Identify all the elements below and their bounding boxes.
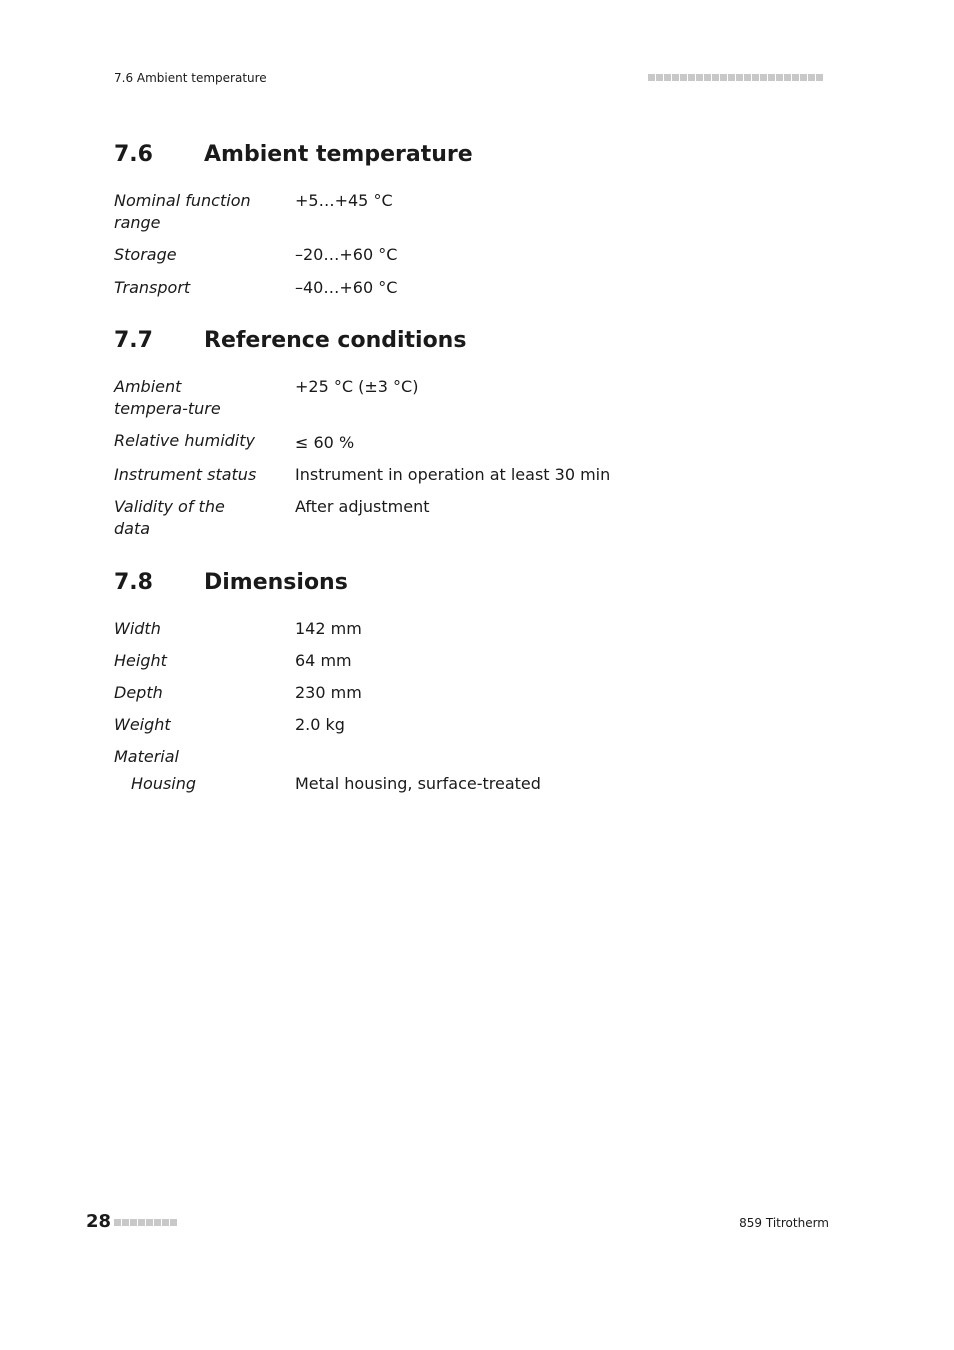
spec-label: Material <box>114 747 179 766</box>
section-title: Reference conditions <box>204 328 467 353</box>
spec-label: Width <box>114 619 161 638</box>
square-icon <box>712 74 719 81</box>
spec-value: +5…+45 °C <box>295 191 393 210</box>
spec-label: Instrument status <box>114 465 257 484</box>
spec-label: Depth <box>114 683 163 702</box>
spec-label: Validity of the data <box>114 497 225 538</box>
section-heading-reference-conditions <box>114 328 466 353</box>
square-icon <box>744 74 751 81</box>
spec-value: 142 mm <box>295 619 362 638</box>
page-number: 28 <box>86 1211 112 1232</box>
square-icon <box>154 1219 161 1226</box>
spec-value: 230 mm <box>295 683 362 702</box>
square-icon <box>648 74 655 81</box>
section-heading-dimensions <box>114 570 348 595</box>
square-icon <box>768 74 775 81</box>
spec-value: –20…+60 °C <box>295 245 398 264</box>
running-head: 7.6 Ambient temperature <box>114 71 267 85</box>
square-icon <box>122 1219 129 1226</box>
square-icon <box>114 1219 121 1226</box>
square-icon <box>664 74 671 81</box>
footer-decorative-squares <box>114 1219 177 1226</box>
square-icon <box>696 74 703 81</box>
square-icon <box>138 1219 145 1226</box>
header-decorative-squares <box>648 74 823 81</box>
section-number: 7.8 <box>114 570 153 595</box>
square-icon <box>816 74 823 81</box>
spec-label: Relative humidity <box>114 431 255 450</box>
section-title: Ambient temperature <box>204 142 473 167</box>
square-icon <box>680 74 687 81</box>
square-icon <box>162 1219 169 1226</box>
square-icon <box>752 74 759 81</box>
square-icon <box>688 74 695 81</box>
square-icon <box>760 74 767 81</box>
square-icon <box>776 74 783 81</box>
spec-label: Transport <box>114 278 191 297</box>
square-icon <box>704 74 711 81</box>
section-number: 7.6 <box>114 142 153 167</box>
spec-value: Metal housing, surface-treated <box>295 774 541 793</box>
spec-value: After adjustment <box>295 497 430 516</box>
spec-value: +25 °C (±3 °C) <box>295 377 419 396</box>
spec-label: Nominal function range <box>114 191 251 232</box>
spec-label: Housing <box>131 774 197 793</box>
spec-value: 64 mm <box>295 651 352 670</box>
section-heading-ambient-temperature <box>114 142 473 167</box>
spec-value: 2.0 kg <box>295 715 345 734</box>
product-name: 859 Titrotherm <box>739 1216 829 1230</box>
spec-label: Storage <box>114 245 177 264</box>
square-icon <box>728 74 735 81</box>
square-icon <box>146 1219 153 1226</box>
square-icon <box>808 74 815 81</box>
square-icon <box>736 74 743 81</box>
spec-value: –40…+60 °C <box>295 278 398 297</box>
square-icon <box>720 74 727 81</box>
spec-label: Weight <box>114 715 171 734</box>
square-icon <box>130 1219 137 1226</box>
square-icon <box>170 1219 177 1226</box>
spec-value: ≤ 60 % <box>295 433 355 452</box>
section-number: 7.7 <box>114 328 153 353</box>
spec-label: Ambient tempera-ture <box>114 377 221 418</box>
square-icon <box>656 74 663 81</box>
spec-label: Height <box>114 651 167 670</box>
square-icon <box>784 74 791 81</box>
section-title: Dimensions <box>204 570 348 595</box>
square-icon <box>792 74 799 81</box>
square-icon <box>800 74 807 81</box>
square-icon <box>672 74 679 81</box>
spec-value: Instrument in operation at least 30 min <box>295 465 611 484</box>
